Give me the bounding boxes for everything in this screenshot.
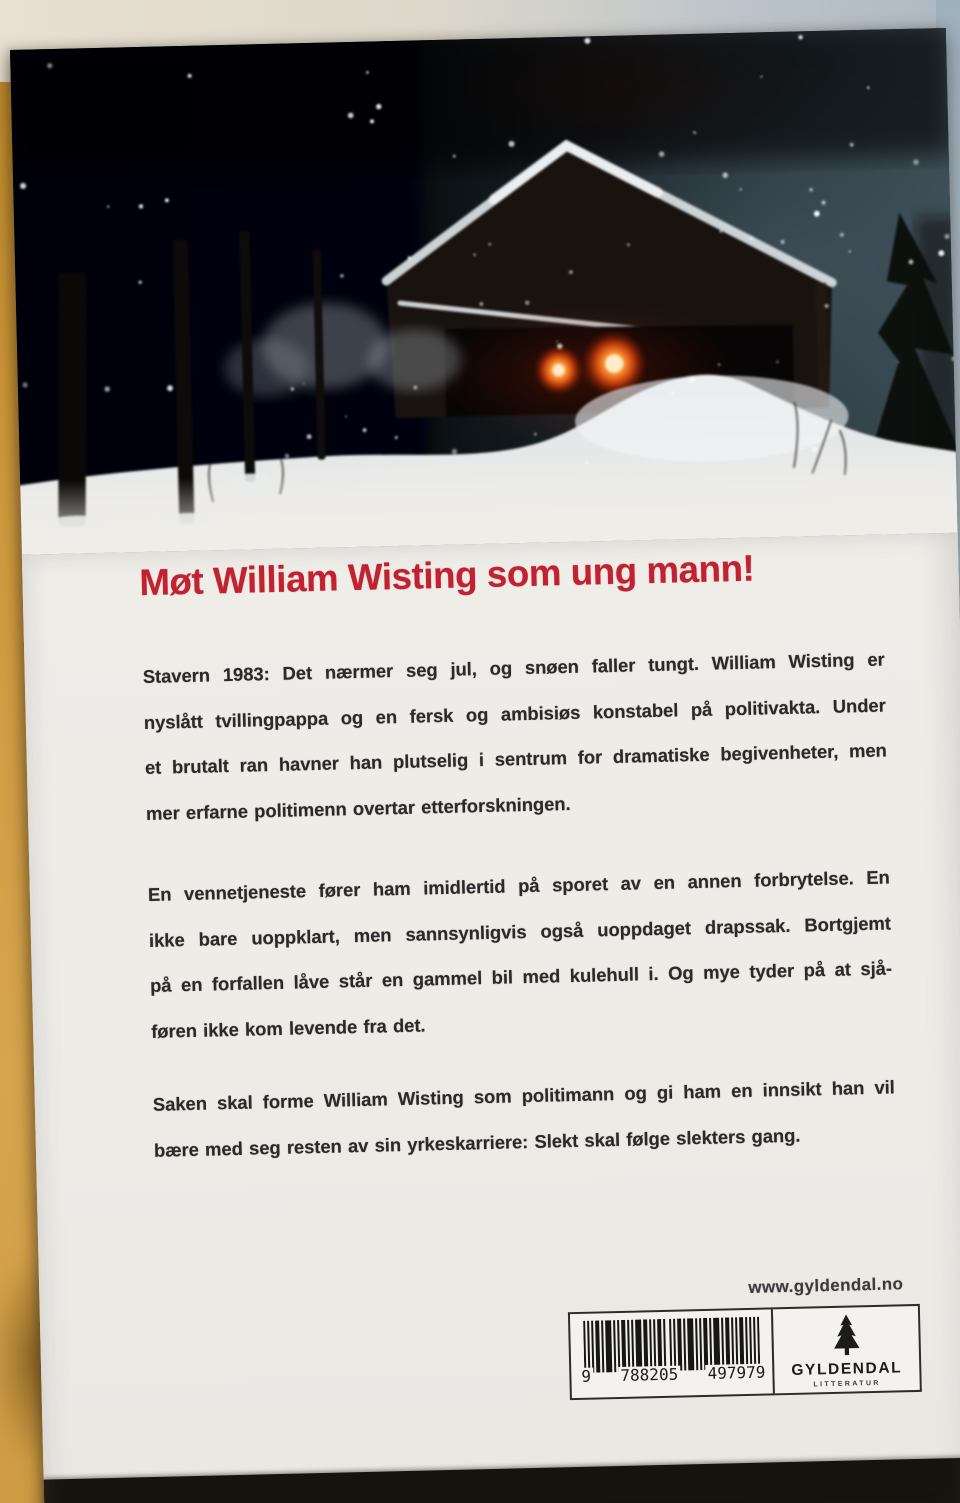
blurb-line: på en forfallen låve står en gammel bil med kulehull i. Og mye tyder på at sjå- <box>149 957 893 996</box>
barcode <box>568 1307 775 1400</box>
publisher-logo <box>771 1304 922 1395</box>
book-bottom-edge <box>44 1458 960 1503</box>
blurb-line: nyslått tvillingpappa og en fersk og ambisiøs konstabel på politivakta. Under <box>143 694 886 733</box>
blurb-paragraph <box>147 855 893 1054</box>
publisher-website: www.gyldendal.no <box>748 1274 904 1297</box>
tree-canopy <box>10 28 955 177</box>
barcode-digit-left: 9 <box>581 1366 592 1386</box>
barcode-and-logo-row <box>568 1304 922 1400</box>
blurb-line: føren ikke kom levende fra det. <box>150 1013 426 1042</box>
spruce-tree-icon <box>829 1313 864 1358</box>
barcode-group-2: 497979 <box>707 1362 766 1383</box>
blurb-line: ikke bare uoppklart, men sannsynligvis også uoppdaget drapssak. Bortgjemt <box>148 911 892 951</box>
blurb-paragraph <box>142 637 888 836</box>
blurb-line: Saken skal forme William Wisting som politimann og gi ham en innsikt han vil <box>152 1076 895 1115</box>
publisher-imprint: LITTERATUR <box>813 1379 881 1389</box>
publisher-name: GYLDENDAL <box>791 1359 903 1379</box>
blurb-line: bære med seg resten av sin yrkeskarriere: Slekt skal følge slekters gang. <box>153 1124 801 1161</box>
blurb <box>24 635 960 1176</box>
cover-heading: Møt William Wisting som ung mann! <box>138 547 755 604</box>
cover-footer <box>567 1274 922 1400</box>
barcode-number <box>579 1364 767 1386</box>
barcode-group-1: 788205 <box>620 1364 679 1385</box>
blurb-line: Stavern 1983: Det nærmer seg jul, og snøen faller tungt. William Wisting er <box>142 648 885 688</box>
winter-barn-illustration <box>10 28 958 555</box>
blurb-line: et brutalt ran havner han plutselig i sentrum for dramatiske begivenheter, men <box>144 739 887 779</box>
blurb-line: En vennetjeneste fører ham imidlertid på sporet av en annen forbrytelse. En <box>147 866 890 905</box>
jacket-text-area <box>22 533 960 1503</box>
cover-photo <box>10 28 958 555</box>
blurb-paragraph <box>152 1064 896 1172</box>
blurb-line: mer erfarne politimenn overtar etterforskningen. <box>145 792 571 824</box>
book-back-cover <box>10 28 960 1503</box>
